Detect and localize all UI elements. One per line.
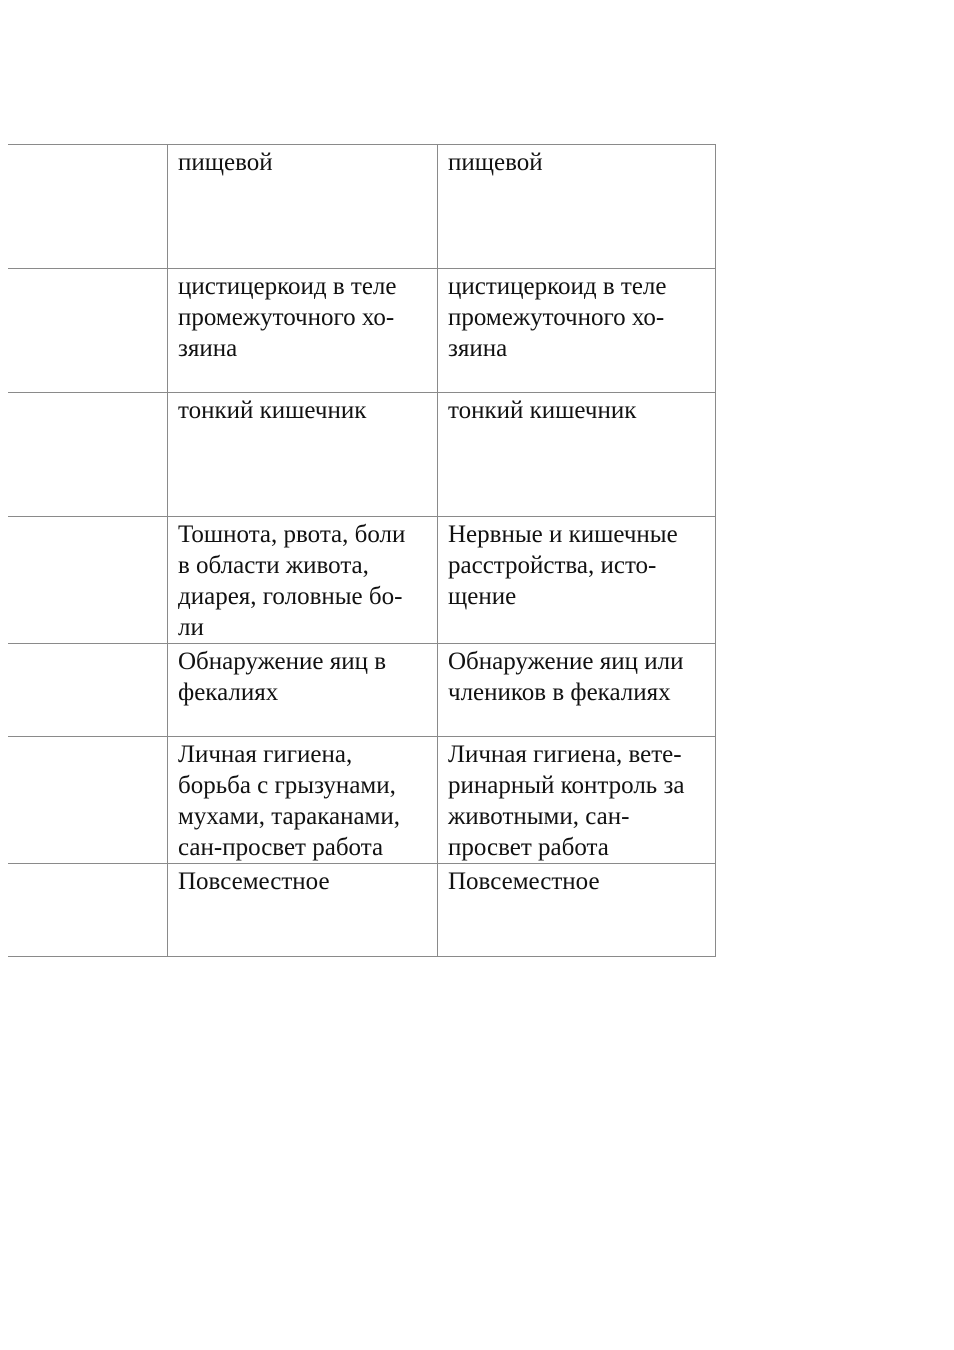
comparison-table xyxy=(8,144,716,957)
table-row xyxy=(8,737,716,864)
column-b-cell xyxy=(438,393,716,517)
row-label xyxy=(8,644,167,646)
cell-text: тонкий кишечник xyxy=(178,397,367,424)
row-label xyxy=(8,737,167,739)
row-label xyxy=(8,393,167,395)
row-label xyxy=(8,517,167,519)
cell-text: Тошнота, рвота, боли в области живота, диарея, головные бо- ли xyxy=(178,521,406,641)
column-b-cell xyxy=(438,864,716,957)
column-b-cell xyxy=(438,145,716,269)
row-label-cell xyxy=(8,269,168,393)
column-a-cell xyxy=(168,393,438,517)
cell-text: цистицеркоид в теле промежуточного хо- зяина xyxy=(448,273,667,362)
table-row xyxy=(8,517,716,644)
cell-text: тонкий кишечник xyxy=(448,397,637,424)
column-a-cell xyxy=(168,517,438,644)
row-label-cell xyxy=(8,644,168,737)
column-a-cell xyxy=(168,737,438,864)
cell-text: Личная гигиена, борьба с грызунами, мухами, тараканами, сан-просвет работа xyxy=(178,741,400,861)
cell-text: пищевой xyxy=(178,149,273,176)
column-a-cell xyxy=(168,269,438,393)
table-row xyxy=(8,269,716,393)
cell-text: Обнаружение яиц или члеников в фекалиях xyxy=(448,648,684,706)
column-a-cell xyxy=(168,864,438,957)
table-row xyxy=(8,393,716,517)
table-row xyxy=(8,864,716,957)
table-row xyxy=(8,145,716,269)
cell-text: Повсеместное xyxy=(448,868,600,895)
column-a-cell xyxy=(168,644,438,737)
row-label xyxy=(8,269,167,271)
column-a-cell xyxy=(168,145,438,269)
table-row xyxy=(8,644,716,737)
column-b-cell xyxy=(438,269,716,393)
cell-text: пищевой xyxy=(448,149,543,176)
row-label-cell xyxy=(8,737,168,864)
row-label xyxy=(8,864,167,866)
column-b-cell xyxy=(438,517,716,644)
row-label-cell xyxy=(8,517,168,644)
column-b-cell xyxy=(438,644,716,737)
row-label-cell xyxy=(8,864,168,957)
cell-text: Нервные и кишечные расстройства, исто- щение xyxy=(448,521,678,610)
row-label xyxy=(8,145,167,147)
cell-text: Личная гигиена, вете- ринарный контроль за животными, сан- просвет работа xyxy=(448,741,685,861)
column-b-cell xyxy=(438,737,716,864)
cell-text: цистицеркоид в теле промежуточного хо- зяина xyxy=(178,273,397,362)
cell-text: Обнаружение яиц в фекалиях xyxy=(178,648,387,706)
cell-text: Повсеместное xyxy=(178,868,330,895)
row-label-cell xyxy=(8,393,168,517)
row-label-cell xyxy=(8,145,168,269)
